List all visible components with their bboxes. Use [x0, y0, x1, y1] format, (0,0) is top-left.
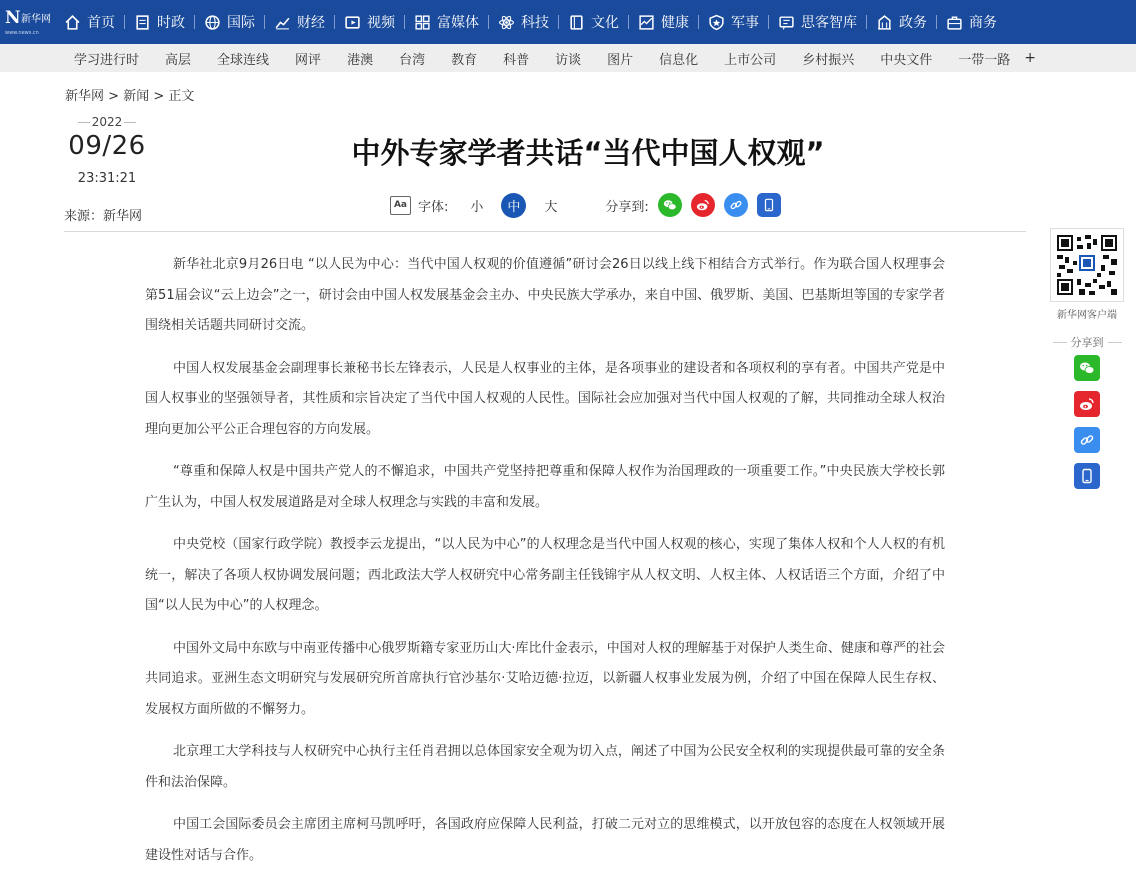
- nav-item-label: 国际: [227, 15, 255, 31]
- grid-icon: [414, 14, 431, 31]
- link-icon: [729, 198, 743, 212]
- globe-icon: [204, 14, 221, 31]
- document-icon: [134, 14, 151, 31]
- breadcrumb-home[interactable]: 新华网: [65, 89, 105, 104]
- think-tank-icon: [778, 14, 795, 31]
- nav-separator: [628, 15, 629, 29]
- nav-separator: [698, 15, 699, 29]
- nav-item-label: 商务: [969, 15, 997, 31]
- xinhua-logo[interactable]: [5, 6, 53, 39]
- article-paragraph: “尊重和保障人权是中国共产党人的不懈追求，中国共产党坚持把尊重和保障人权作为治国理政的一项重要工作。”中央民族大学校长郭广生认为，中国人权发展道路是对全球人权理念与实践的丰富和发展。: [145, 464, 945, 510]
- shield-icon: [708, 14, 725, 31]
- nav-item-9[interactable]: [708, 0, 759, 44]
- nav-item-label: 政务: [899, 15, 927, 31]
- mobile-icon: [1079, 468, 1095, 484]
- nav-item-3[interactable]: [274, 0, 325, 44]
- qr-label: 新华网客户端: [1057, 310, 1117, 321]
- nav-item-2[interactable]: [204, 0, 255, 44]
- breadcrumb-separator: >: [149, 89, 169, 104]
- wechat-share-button[interactable]: [658, 193, 682, 217]
- publish-date: [64, 115, 150, 186]
- subnav-more-button[interactable]: +: [1024, 50, 1036, 66]
- breadcrumb-current: 正文: [168, 89, 195, 104]
- nav-item-7[interactable]: [568, 0, 619, 44]
- home-icon: [64, 14, 81, 31]
- nav-item-5[interactable]: [414, 0, 479, 44]
- subnav-item[interactable]: 台湾: [399, 52, 426, 68]
- nav-separator: [264, 15, 265, 29]
- top-nav-bar: [0, 0, 1136, 44]
- sub-nav: [74, 44, 1036, 72]
- article-paragraph: 中国外文局中东欧与中南亚传播中心俄罗斯籍专家亚历山大·库比什金表示，中国对人权的理解基于对保护人类生命、健康和尊严的社会共同追求。亚洲生态文明研究与发展研究所首席执行官沙基尔·艾哈迈德·拉迈，以新疆人权事业发展为例，介绍了中国在保障人民生存权、发展权方面所做的不懈努力。: [145, 640, 945, 717]
- nav-item-6[interactable]: [498, 0, 549, 44]
- mobile-icon: [762, 198, 776, 212]
- subnav-item[interactable]: 全球连线: [217, 52, 270, 68]
- nav-item-label: 首页: [87, 15, 115, 31]
- subnav-item[interactable]: 一带一路: [958, 52, 1011, 68]
- subnav-item[interactable]: 访谈: [555, 52, 582, 68]
- article-source: 来源：新华网: [64, 209, 143, 224]
- sub-nav-bar: [0, 44, 1136, 72]
- subnav-item[interactable]: 港澳: [347, 52, 374, 68]
- nav-item-label: 健康: [661, 15, 689, 31]
- qr-code: [1050, 228, 1124, 302]
- mobile-share-button[interactable]: [757, 193, 781, 217]
- subnav-item[interactable]: 高层: [165, 52, 192, 68]
- breadcrumb-news[interactable]: 新闻: [123, 89, 150, 104]
- subnav-item[interactable]: 学习进行时: [74, 52, 140, 68]
- nav-separator: [936, 15, 937, 29]
- nav-separator: [488, 15, 489, 29]
- nav-separator: [124, 15, 125, 29]
- publish-time: 23:31:21: [77, 171, 137, 186]
- article-title: 中外专家学者共话“当代中国人权观”: [351, 136, 825, 170]
- nav-separator: [334, 15, 335, 29]
- atom-icon: [498, 14, 515, 31]
- rail-weibo-button[interactable]: [1074, 391, 1100, 417]
- nav-item-1[interactable]: [134, 0, 185, 44]
- logo-text: 新华网: [21, 14, 51, 25]
- breadcrumb: [65, 85, 194, 104]
- nav-separator: [866, 15, 867, 29]
- nav-item-label: 科技: [521, 15, 549, 31]
- article-paragraph: 中国人权发展基金会副理事长兼秘书长左锋表示，人民是人权事业的主体，是各项事业的建设者和各项权利的享有者。中国共产党是中国人权事业的坚强领导者，其性质和宗旨决定了当代中国人权观的人民性。国际社会应加强对当代中国人权观的了解，共同推动全球人权治理向更加公平公正合理包容的方向发展。: [145, 360, 945, 437]
- nav-separator: [404, 15, 405, 29]
- nav-item-0[interactable]: [64, 0, 115, 44]
- weibo-icon: [696, 198, 710, 212]
- nav-item-11[interactable]: [876, 0, 927, 44]
- nav-item-8[interactable]: [638, 0, 689, 44]
- nav-item-label: 富媒体: [437, 15, 479, 31]
- article-paragraph: 中央党校（国家行政学院）教授李云龙提出，“以人民为中心”的人权理念是当代中国人权观的核心，实现了集体人权和个人人权的有机统一，解决了各项人权协调发展问题；西北政法大学人权研究中心常务副主任钱锦宇从人权文明、人权主体、人权话语三个方面，介绍了中国“以人民为中心”的人权理念。: [145, 537, 945, 613]
- logo-url: www.news.cn: [5, 30, 39, 36]
- briefcase-icon: [946, 14, 963, 31]
- nav-item-label: 思客智库: [801, 15, 857, 31]
- article-tools: [390, 192, 781, 218]
- building-icon: [876, 14, 893, 31]
- logo-letter: N: [5, 8, 20, 28]
- nav-item-label: 文化: [591, 15, 619, 31]
- article-paragraph: 中国工会国际委员会主席团主席柯马凯呼吁，各国政府应保障人民利益，打破二元对立的思维模式，以开放包容的态度在人权领域开展建设性对话与合作。: [145, 817, 945, 863]
- nav-item-label: 时政: [157, 15, 185, 31]
- link-icon: [1079, 432, 1095, 448]
- article-body: [145, 250, 945, 876]
- subnav-item[interactable]: 教育: [451, 52, 478, 68]
- font-small-button[interactable]: 小: [470, 199, 484, 215]
- font-size-icon: Aa: [390, 196, 411, 215]
- subnav-item[interactable]: 上市公司: [724, 52, 777, 68]
- subnav-item[interactable]: 中央文件: [880, 52, 933, 68]
- video-icon: [344, 14, 361, 31]
- subnav-item[interactable]: 图片: [607, 52, 634, 68]
- nav-item-label: 财经: [297, 15, 325, 31]
- nav-separator: [558, 15, 559, 29]
- qr-code-icon: [1057, 235, 1117, 295]
- chart-icon: [274, 14, 291, 31]
- wechat-icon: [663, 198, 677, 212]
- share-label: 分享到:: [605, 199, 649, 215]
- nav-item-10[interactable]: [778, 0, 857, 44]
- publish-year: 2022: [64, 115, 150, 129]
- subnav-item[interactable]: 信息化: [659, 52, 699, 68]
- rail-mobile-button[interactable]: [1074, 463, 1100, 489]
- link-share-button[interactable]: [724, 193, 748, 217]
- font-medium-button[interactable]: 中: [501, 193, 526, 218]
- nav-item-label: 视频: [367, 15, 395, 31]
- book-icon: [568, 14, 585, 31]
- article-paragraph: 北京理工大学科技与人权研究中心执行主任肖君拥以总体国家安全观为切入点，阐述了中国为公民安全权利的实现提供最可靠的安全条件和法治保障。: [145, 744, 945, 790]
- weibo-icon: [1079, 396, 1095, 412]
- nav-separator: [194, 15, 195, 29]
- publish-month-day: 09/26: [68, 131, 146, 161]
- subnav-item[interactable]: 网评: [295, 52, 322, 68]
- heart-chart-icon: [638, 14, 655, 31]
- main-nav: [64, 0, 997, 44]
- nav-item-12[interactable]: [946, 0, 997, 44]
- rail-share-label: 分享到: [1046, 334, 1128, 350]
- font-large-button[interactable]: 大: [544, 199, 558, 215]
- rail-wechat-button[interactable]: [1074, 355, 1100, 381]
- wechat-icon: [1079, 360, 1095, 376]
- subnav-item[interactable]: 科普: [503, 52, 530, 68]
- header-divider: [64, 231, 1026, 232]
- font-size-label: 字体:: [418, 199, 449, 215]
- weibo-share-button[interactable]: [691, 193, 715, 217]
- rail-link-button[interactable]: [1074, 427, 1100, 453]
- nav-item-4[interactable]: [344, 0, 395, 44]
- nav-item-label: 军事: [731, 15, 759, 31]
- article-paragraph: 新华社北京9月26日电 “以人民为中心：当代中国人权观的价值遵循”研讨会26日以线上线下相结合方式举行。作为联合国人权理事会第51届会议“云上边会”之一，研讨会由中国人权发展基金会主办、中央民族大学承办，来自中国、俄罗斯、美国、巴基斯坦等国的专家学者围绕相关话题共同研讨交流。: [145, 257, 945, 333]
- subnav-item[interactable]: 乡村振兴: [802, 52, 855, 68]
- breadcrumb-separator: >: [104, 89, 124, 104]
- nav-separator: [768, 15, 769, 29]
